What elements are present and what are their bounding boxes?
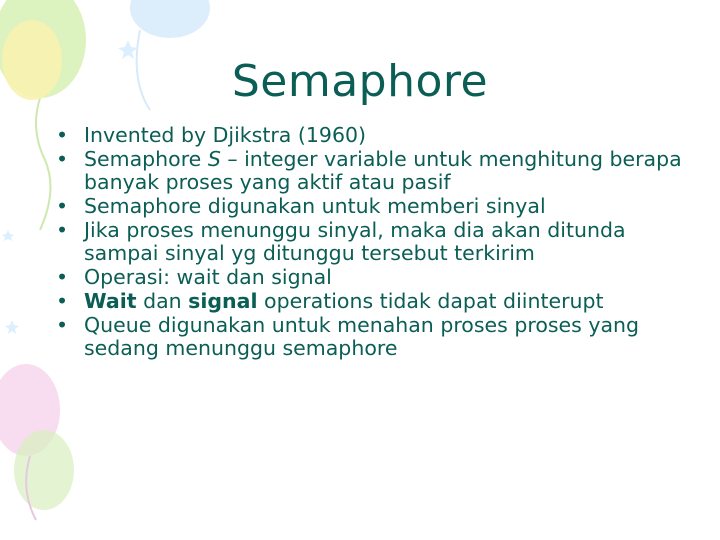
bullet-text: operations tidak dapat diinterupt bbox=[257, 289, 604, 313]
bullet-text: – integer variable untuk menghitung berapa banyak proses yang aktif atau pasif bbox=[84, 147, 682, 194]
bullet-item bbox=[56, 195, 696, 218]
bullet-item bbox=[56, 219, 696, 265]
bullet-text: Operasi: wait dan signal bbox=[84, 265, 332, 289]
bullet-text: Semaphore digunakan untuk memberi sinyal bbox=[84, 194, 546, 218]
bullet-item bbox=[56, 314, 696, 360]
bullet-emphasis: S bbox=[207, 147, 221, 171]
bullet-list bbox=[56, 124, 696, 361]
bullet-bold: Wait bbox=[84, 289, 137, 313]
bullet-item bbox=[56, 266, 696, 289]
bullet-bold: signal bbox=[188, 289, 258, 313]
bullet-text: Semaphore bbox=[84, 147, 208, 171]
bullet-item bbox=[56, 148, 696, 194]
slide-title: Semaphore bbox=[231, 56, 489, 107]
bullet-text: Invented by Djikstra (1960) bbox=[84, 123, 367, 147]
bullet-item bbox=[56, 290, 696, 313]
bullet-text: dan bbox=[136, 289, 189, 313]
bullet-text: Queue digunakan untuk menahan proses proses yang sedang menunggu semaphore bbox=[84, 313, 640, 360]
balloon-pink bbox=[0, 364, 74, 520]
bullet-text: Jika proses menunggu sinyal, maka dia akan ditunda sampai sinyal yg ditunggu tersebut terkirim bbox=[84, 218, 626, 265]
bullet-item bbox=[56, 124, 696, 147]
